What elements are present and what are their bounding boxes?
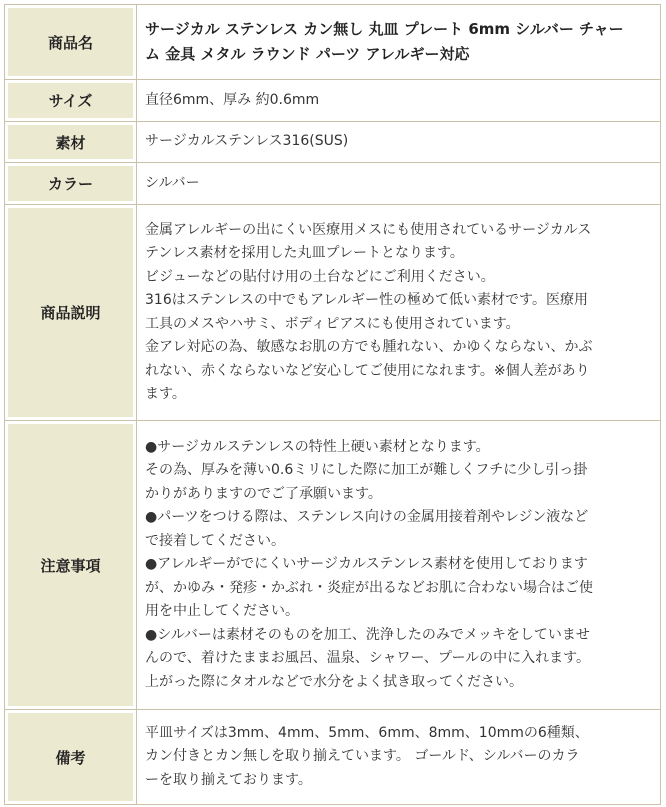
- product-name-line: ム 金具 メタル ラウンド パーツ アレルギー対応: [145, 45, 470, 63]
- size-value: 直径6mm、厚み 約0.6mm: [137, 80, 661, 122]
- spec-row-remarks: [5, 710, 661, 805]
- spec-row-product-name: [5, 5, 661, 80]
- notes-line: ●パーツをつける際は、ステンレス向けの金属用接着剤やレジン液など: [145, 509, 589, 526]
- description-label: 商品説明: [5, 205, 137, 421]
- notes-line: ●アレルギーがでにくいサージカルステンレス素材を使用しております: [145, 556, 588, 573]
- description-value: [137, 205, 661, 421]
- notes-line: 上がった際にタオルなどで水分をよく拭き取ってください。: [145, 673, 523, 690]
- description-line: 工具のメスやハサミ、ボディピアスにも使用されています。: [145, 315, 520, 332]
- remarks-value: [137, 710, 661, 805]
- size-label: サイズ: [5, 80, 137, 122]
- spec-row-size: [5, 80, 661, 122]
- material-label: 素材: [5, 122, 137, 163]
- description-line: テンレス素材を採用した丸皿プレートとなります。: [145, 245, 464, 261]
- color-label: カラー: [5, 163, 137, 205]
- product-name-label: 商品名: [5, 5, 137, 80]
- product-name-line: サージカル ステンレス カン無し 丸皿 プレート 6mm シルバー チャー: [145, 20, 624, 38]
- remarks-line: カン付きとカン無しを取り揃えています。 ゴールド、シルバーのカラ: [145, 748, 580, 765]
- product-spec-table: [4, 4, 661, 805]
- description-line: 316はステンレスの中でもアレルギー性の極めて低い素材です。医療用: [145, 292, 588, 308]
- notes-line: ●シルバーは素材そのものを加工、洗浄したのみでメッキをしていませ: [145, 626, 590, 643]
- spec-row-notes: [5, 421, 661, 710]
- material-value: サージカルステンレス316(SUS): [137, 122, 661, 163]
- notes-line: ●サージカルステンレスの特性上硬い素材となります。: [145, 438, 490, 455]
- color-value: シルバー: [137, 163, 661, 205]
- notes-line: んので、着けたままお風呂、温泉、シャワー、プールの中に入れます。: [145, 650, 591, 667]
- notes-line: かりがありますのでご了承願います。: [145, 485, 382, 502]
- notes-value: [137, 421, 661, 710]
- spec-row-material: [5, 122, 661, 163]
- notes-label: 注意事項: [5, 421, 137, 710]
- remarks-label: 備考: [5, 710, 137, 805]
- notes-line: 用を中止してください。: [145, 603, 299, 620]
- remarks-line: 平皿サイズは3mm、4mm、5mm、6mm、8mm、10mmの6種類、: [145, 724, 589, 741]
- notes-line: その為、厚みを薄い0.6ミリにした際に加工が難しくフチに少し引っ掛: [145, 462, 588, 479]
- notes-line: が、かゆみ・発疹・かぶれ・炎症が出るなどお肌に合わない場合はご使: [145, 579, 593, 596]
- remarks-line: ーを取り揃えております。: [145, 771, 312, 788]
- description-line: ビジューなどの貼付け用の土台などにご利用ください。: [145, 268, 495, 285]
- description-line: れない、赤くならないなど安心してご使用になれます。※個人差があり: [145, 362, 590, 379]
- description-line: ます。: [145, 386, 186, 402]
- spec-row-description: [5, 205, 661, 421]
- spec-row-color: [5, 163, 661, 205]
- notes-line: で接着してください。: [145, 532, 285, 549]
- description-line: 金アレ対応の為、敏感なお肌の方でも腫れない、かゆくならない、かぶ: [145, 339, 593, 355]
- description-line: 金属アレルギーの出にくい医療用メスにも使用されているサージカルス: [145, 221, 592, 238]
- product-name-value: [137, 5, 661, 80]
